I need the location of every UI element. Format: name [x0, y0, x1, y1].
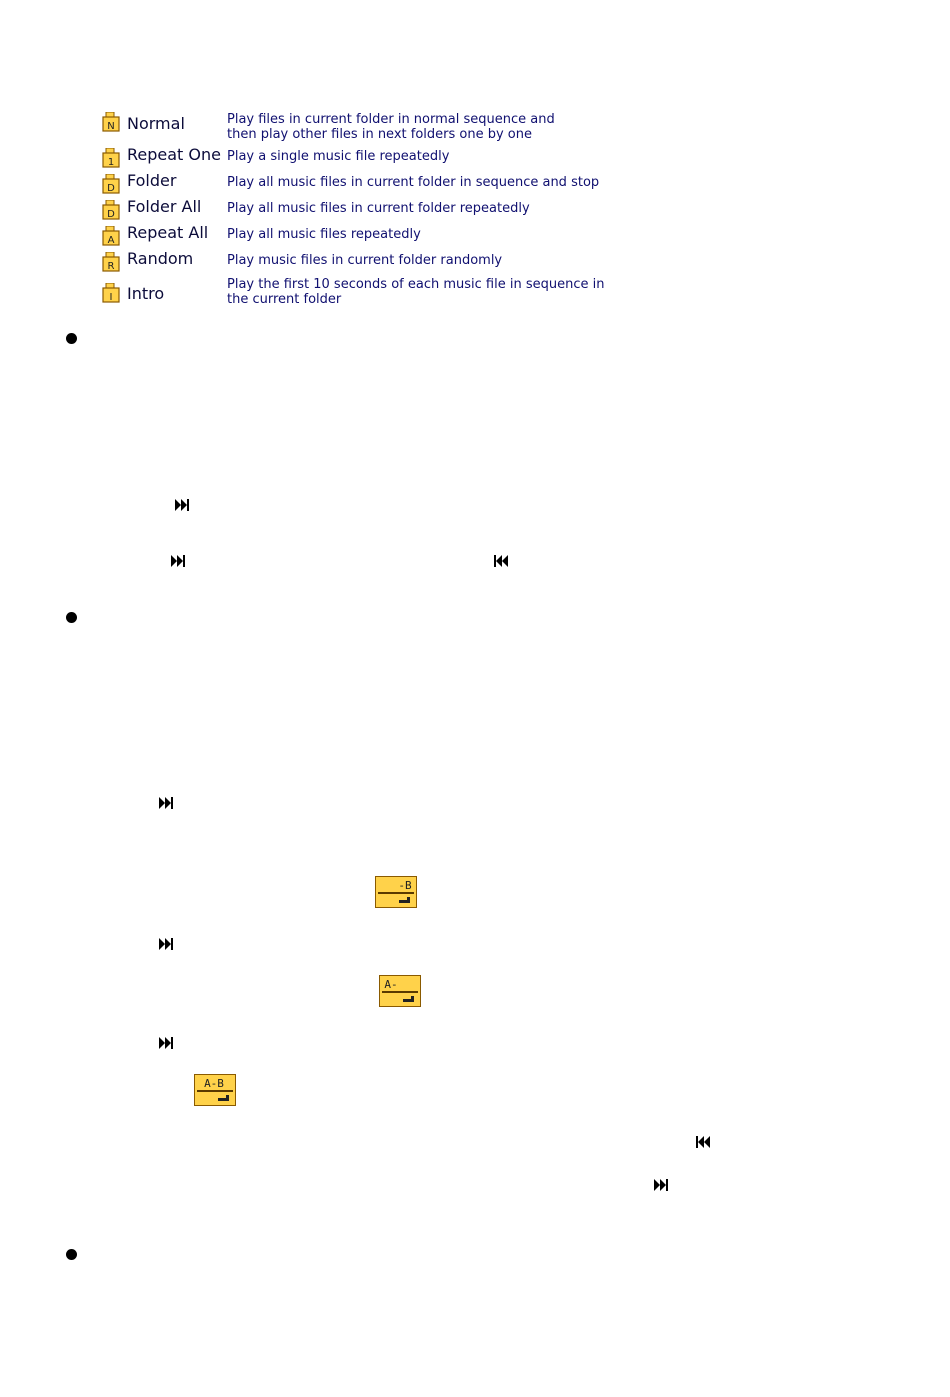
svg-text:1: 1: [107, 157, 115, 168]
ab-repeat-a-icon: [379, 975, 421, 1007]
next-track-icon: [158, 937, 174, 951]
mode-description: Play music files in current folder randomly: [227, 253, 503, 268]
mode-label: Repeat All: [127, 223, 209, 242]
mode-label: Folder All: [127, 197, 202, 216]
mode-folder-icon: [102, 174, 120, 194]
mode-random-icon: [102, 252, 120, 272]
bullet-point: [66, 333, 77, 344]
play-mode-row-intro: [0, 277, 950, 311]
next-track-icon: [170, 554, 186, 568]
next-track-icon: [158, 1036, 174, 1050]
bullet-point: [66, 612, 77, 623]
play-mode-row-folder-all: [0, 197, 950, 223]
play-mode-row-folder: [0, 171, 950, 197]
mode-normal-icon: [102, 112, 120, 132]
play-mode-row-normal: [0, 112, 950, 142]
play-mode-row-random: [0, 249, 950, 275]
next-track-icon: [653, 1178, 669, 1192]
mode-repeat-one-icon: [102, 148, 120, 168]
previous-track-icon: [695, 1135, 711, 1149]
mode-label: Normal: [127, 114, 185, 133]
svg-text:N: N: [107, 121, 115, 132]
previous-track-icon: [493, 554, 509, 568]
mode-description: Play the first 10 seconds of each music file in sequence in the current folder: [227, 277, 605, 307]
play-mode-row-repeat-one: [0, 145, 950, 171]
mode-label: Random: [127, 249, 194, 268]
bullet-point: [66, 1249, 77, 1260]
next-track-icon: [158, 796, 174, 810]
mode-description: Play files in current folder in normal sequence and then play other files in next folders one by one: [227, 112, 555, 142]
svg-text:I: I: [109, 292, 113, 303]
mode-description: Play all music files in current folder in sequence and stop: [227, 175, 600, 190]
svg-text:A: A: [107, 235, 115, 246]
mode-label: Repeat One: [127, 145, 221, 164]
mode-intro-icon: [102, 283, 120, 303]
mode-label: Intro: [127, 284, 165, 303]
ab-repeat-b-icon: [375, 876, 417, 908]
mode-description: Play a single music file repeatedly: [227, 149, 450, 164]
ab-icon-text: -B: [398, 879, 412, 892]
svg-text:R: R: [107, 261, 115, 272]
play-mode-row-repeat-all: [0, 223, 950, 249]
mode-label: Folder: [127, 171, 177, 190]
next-track-icon: [174, 498, 190, 512]
mode-repeat-all-icon: [102, 226, 120, 246]
ab-repeat-ab-icon: [194, 1074, 236, 1106]
mode-description: Play all music files in current folder repeatedly: [227, 201, 530, 216]
ab-icon-text: A-B: [204, 1077, 224, 1090]
mode-description: Play all music files repeatedly: [227, 227, 421, 242]
svg-text:D: D: [107, 209, 115, 220]
svg-text:D: D: [107, 183, 115, 194]
mode-folder-all-icon: [102, 200, 120, 220]
ab-icon-text: A-: [384, 978, 398, 991]
